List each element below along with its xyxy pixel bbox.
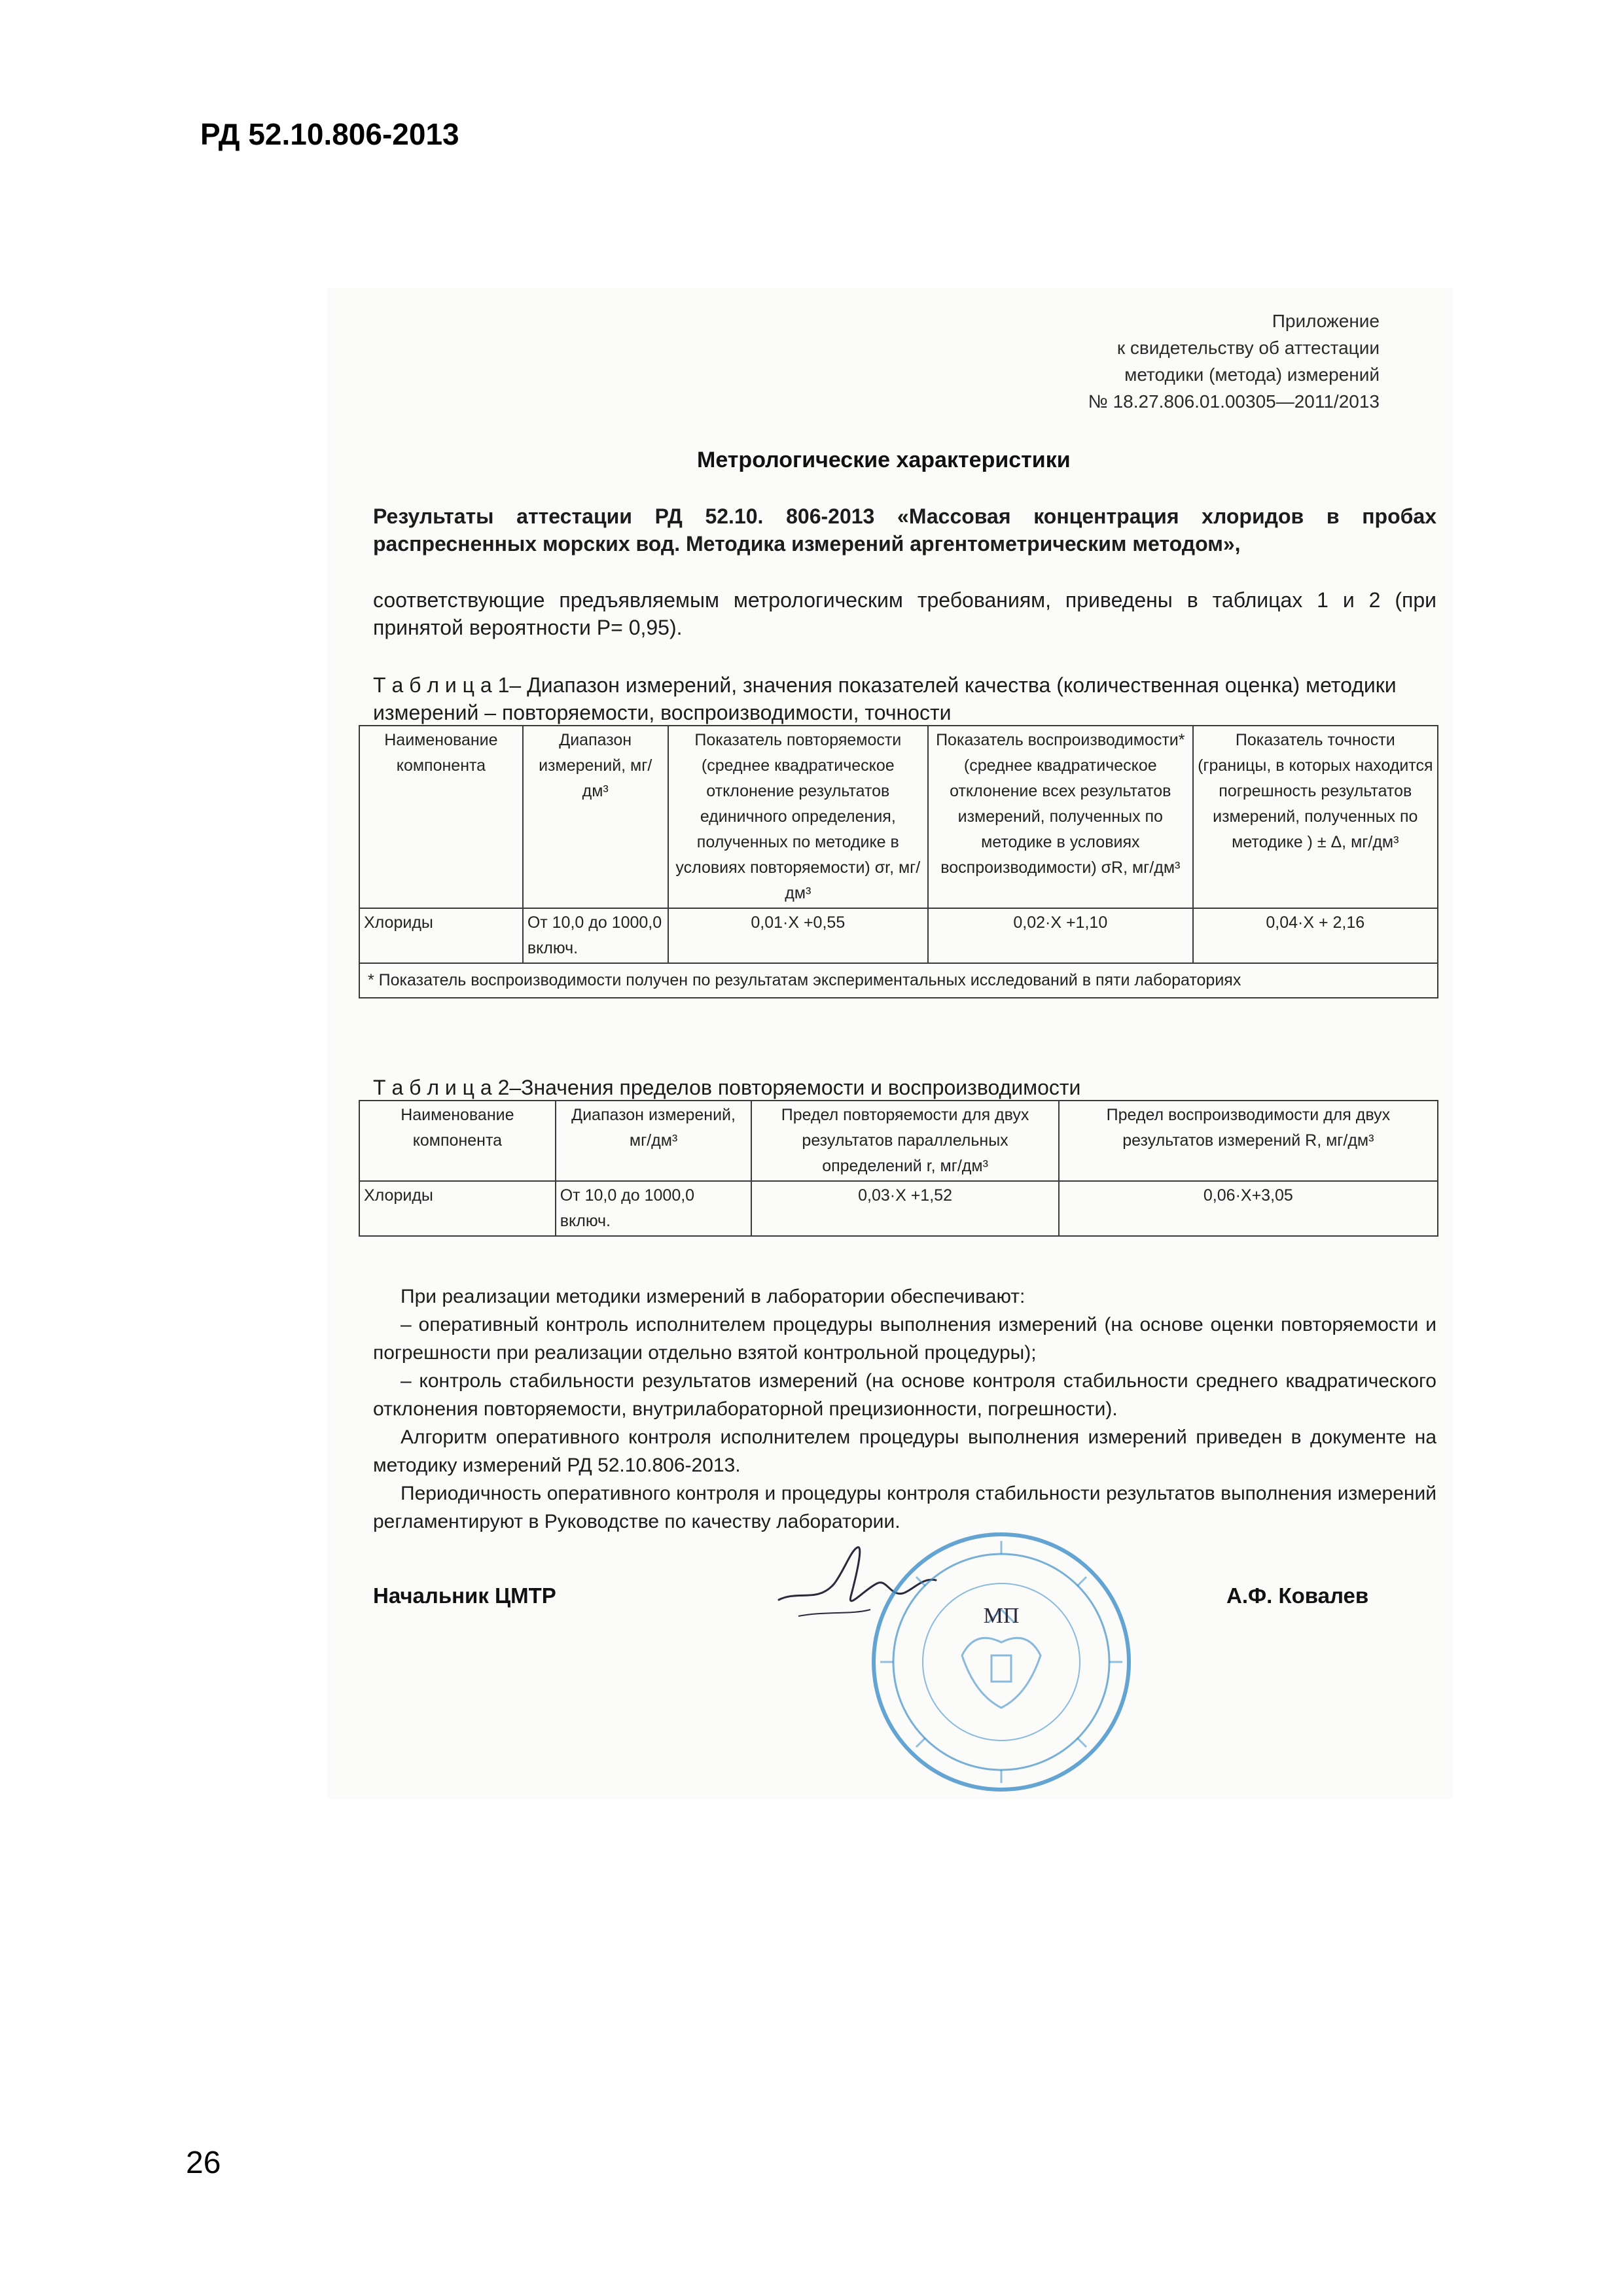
body-paragraph: Алгоритм оперативного контроля исполнителем процедуры выполнения измерений приведен в документе на методику измерений РД 52.10.806-2013. <box>373 1426 1436 1476</box>
official-stamp <box>864 1525 1139 1799</box>
table2-caption: Т а б л и ц а 2–Значения пределов повторяемости и воспроизводимости <box>373 1076 1081 1099</box>
appendix-header <box>921 308 1380 415</box>
table-cell: От 10,0 до 1000,0 включ. <box>556 1181 752 1236</box>
table-cell: 0,02·X +1,10 <box>928 908 1193 963</box>
quality-control-text <box>373 1282 1436 1536</box>
table-cell: 0,01·X +0,55 <box>668 908 928 963</box>
table-cell: Хлориды <box>359 908 523 963</box>
section-heading: Метрологические характеристики <box>697 448 1071 472</box>
attestation-results-title: Результаты аттестации РД 52.10. 806-2013 «Массовая концентрация хлоридов в пробах распресненных морских вод. Методика измерений аргентометрическим методом», <box>373 504 1436 556</box>
table-header-cell: Показатель воспроизводимости* (среднее квадратическое отклонение всех результатов измерений, полученных по методике в условиях воспроизводимости) σR, мг/дм³ <box>928 726 1193 908</box>
table-cell: 0,04·X + 2,16 <box>1193 908 1438 963</box>
table-header-cell: Диапазон измерений, мг/дм³ <box>556 1101 752 1181</box>
table-header-cell: Предел воспроизводимости для двух результатов измерений R, мг/дм³ <box>1059 1101 1438 1181</box>
signer-position: Начальник ЦМТР <box>373 1583 556 1608</box>
table-cell: 0,03·X +1,52 <box>751 1181 1058 1236</box>
table-header-cell: Предел повторяемости для двух результатов параллельных определений r, мг/дм³ <box>751 1101 1058 1181</box>
attestation-results-text: соответствующие предъявляемым метрологическим требованиям, приведены в таблицах 1 и 2 (при принятой вероятности Р= 0,95). <box>373 588 1436 639</box>
table-row <box>359 908 1438 963</box>
table-header-cell: Наименование компонента <box>359 726 523 908</box>
body-paragraph: При реализации методики измерений в лаборатории обеспечивают: <box>401 1286 1026 1307</box>
table2 <box>359 1100 1438 1237</box>
table-header-cell: Диапазон измерений, мг/дм³ <box>523 726 668 908</box>
table1-caption: Т а б л и ц а 1– Диапазон измерений, значения показателей качества (количественная оценка) методики измерений – повторяемости, воспроизводимости, точности <box>373 673 1397 724</box>
table1 <box>359 725 1438 998</box>
table-cell: 0,06·X+3,05 <box>1059 1181 1438 1236</box>
table-header-cell: Наименование компонента <box>359 1101 556 1181</box>
table-header-cell: Показатель точности (границы, в которых находится погрешность результатов измерений, полученных по методике ) ± Δ, мг/дм³ <box>1193 726 1438 908</box>
appendix-line: Приложение <box>1272 311 1380 331</box>
appendix-line: методики (метода) измерений <box>1124 364 1380 385</box>
body-paragraph: – контроль стабильности результатов измерений (на основе контроля стабильности среднего квадратического отклонения повторяемости, внутрилабораторной прецизионности, погрешности). <box>373 1370 1436 1420</box>
body-paragraph: – оперативный контроль исполнителем процедуры выполнения измерений (на основе оценки повторяемости и погрешности при реализации отдельно взятой контрольной процедуры); <box>373 1314 1436 1364</box>
body-paragraph: Периодичность оперативного контроля и процедуры контроля стабильности результатов выполнения измерений регламентируют в Руководстве по качеству лаборатории. <box>373 1483 1436 1532</box>
table-footnote: * Показатель воспроизводимости получен по результатам экспериментальных исследований в пяти лабораториях <box>359 963 1438 998</box>
table-row <box>359 1181 1438 1236</box>
table-cell: От 10,0 до 1000,0 включ. <box>523 908 668 963</box>
table-header-row <box>359 726 1438 908</box>
table-header-row <box>359 1101 1438 1181</box>
table-header-cell: Показатель повторяемости (среднее квадратическое отклонение результатов единичного определения, полученных по методике в условиях повторяемости) σr, мг/дм³ <box>668 726 928 908</box>
table-cell: Хлориды <box>359 1181 556 1236</box>
document-code: РД 52.10.806-2013 <box>200 117 459 151</box>
signer-name: А.Ф. Ковалев <box>1226 1583 1369 1608</box>
stamp-mp-label: МП <box>983 1604 1020 1628</box>
appendix-certificate-number: № 18.27.806.01.00305—2011/2013 <box>1088 391 1380 412</box>
appendix-line: к свидетельству об аттестации <box>1116 338 1380 358</box>
table-footnote-row <box>359 963 1438 998</box>
page-number: 26 <box>186 2146 221 2180</box>
